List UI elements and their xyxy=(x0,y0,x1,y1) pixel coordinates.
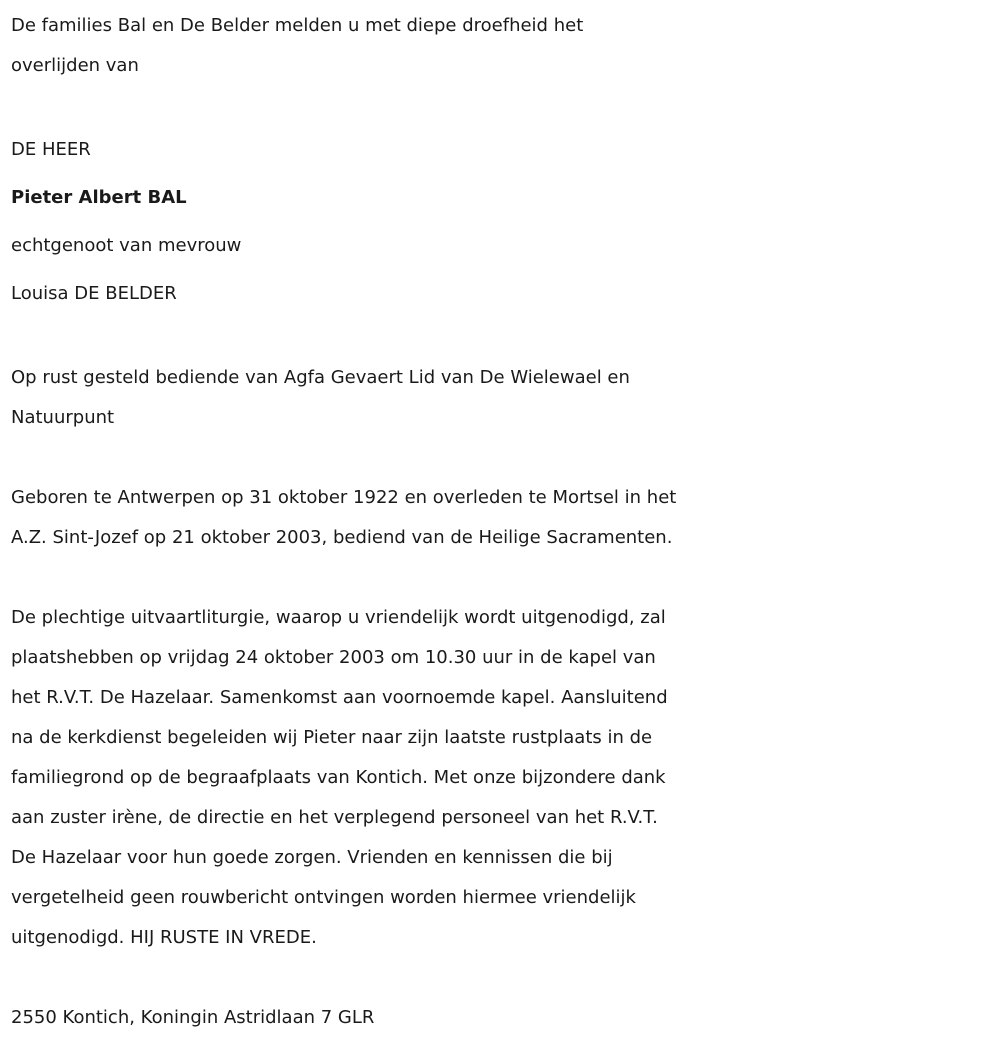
birth-death-line: A.Z. Sint-Jozef op 21 oktober 2003, bediend van de Heilige Sacramenten. xyxy=(11,527,673,548)
funeral-line: plaatshebben op vrijdag 24 oktober 2003 om 10.30 uur in de kapel van xyxy=(11,647,656,668)
occupation-line: Natuurpunt xyxy=(11,407,115,428)
address-line: 2550 Kontich, Koningin Astridlaan 7 GLR xyxy=(11,1007,375,1028)
paragraph-gap xyxy=(11,318,996,358)
paragraph-gap xyxy=(11,958,996,998)
funeral-paragraph xyxy=(11,598,996,958)
occupation-paragraph xyxy=(11,358,996,438)
paragraph-gap xyxy=(11,438,996,478)
intro-paragraph xyxy=(11,6,996,86)
relation-text: echtgenoot van mevrouw xyxy=(11,235,242,256)
funeral-line: na de kerkdienst begeleiden wij Pieter naar zijn laatste rustplaats in de xyxy=(11,727,653,748)
deceased-name: Pieter Albert BAL xyxy=(11,187,187,208)
address-paragraph xyxy=(11,998,996,1038)
birth-death-paragraph xyxy=(11,478,996,558)
deceased-block xyxy=(11,126,996,318)
paragraph-gap xyxy=(11,558,996,598)
funeral-line: familiegrond op de begraafplaats van Kontich. Met onze bijzondere dank xyxy=(11,767,666,788)
funeral-line: De Hazelaar voor hun goede zorgen. Vrienden en kennissen die bij xyxy=(11,847,613,868)
intro-line: overlijden van xyxy=(11,55,139,76)
salutation: DE HEER xyxy=(11,139,91,160)
birth-death-line: Geboren te Antwerpen op 31 oktober 1922 en overleden te Mortsel in het xyxy=(11,487,677,508)
funeral-line: De plechtige uitvaartliturgie, waarop u vriendelijk wordt uitgenodigd, zal xyxy=(11,607,666,628)
spouse-name: Louisa DE BELDER xyxy=(11,283,177,304)
funeral-line: aan zuster irène, de directie en het verplegend personeel van het R.V.T. xyxy=(11,807,658,828)
intro-line: De families Bal en De Belder melden u met diepe droefheid het xyxy=(11,15,584,36)
funeral-line: uitgenodigd. HIJ RUSTE IN VREDE. xyxy=(11,927,317,948)
funeral-line: vergetelheid geen rouwbericht ontvingen worden hiermee vriendelijk xyxy=(11,887,636,908)
paragraph-gap xyxy=(11,86,996,126)
funeral-line: het R.V.T. De Hazelaar. Samenkomst aan voornoemde kapel. Aansluitend xyxy=(11,687,668,708)
obituary-document xyxy=(11,6,996,1038)
occupation-line: Op rust gesteld bediende van Agfa Gevaert Lid van De Wielewael en xyxy=(11,367,630,388)
